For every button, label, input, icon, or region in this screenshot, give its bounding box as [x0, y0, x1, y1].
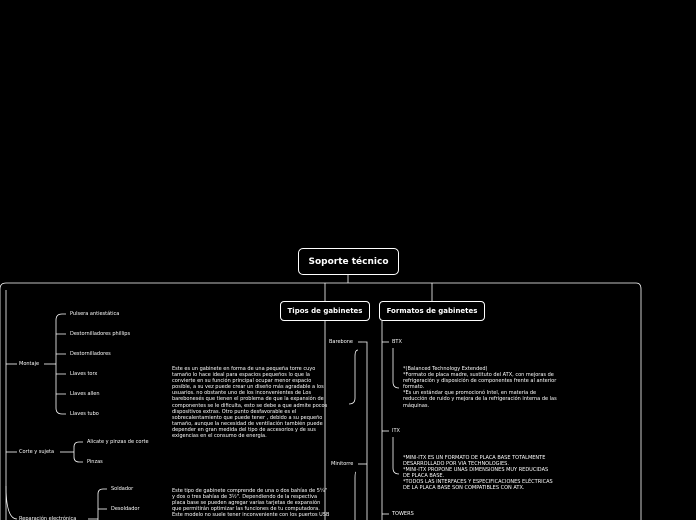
bracket-corte: [74, 442, 83, 462]
subtopic-minitorre[interactable]: Minitorre: [331, 461, 354, 467]
subtopic-itx[interactable]: ITX: [392, 428, 400, 434]
connector-barebone: [362, 342, 367, 520]
connector-reparacion: [6, 486, 17, 519]
main-topic-formatos[interactable]: Formatos de gabinetes: [379, 301, 485, 321]
item-pulsera[interactable]: Pulsera antiestática: [70, 311, 120, 317]
description-barebone: Este es un gabinete en forma de una pequeña torre cuyo tamaño lo hace ideal para espacios pequeños lo que la convierte en su función principal ocupar menor espacio posible, a su vez puede crear un diseño más agradable a los usuarios. no obstante uno de los inconvenientes de Los barebonesés que tienen el problema de que la expansión de componentes se le dificulta, esto se debe a que admite pocos dispositivos extras. Otro punto desfavorable es el sobrecalentamiento que puede tener , debido a su pequeño tamaño, aunque la necesidad de ventilación también puede depender en gran medida del tipo de accesorios y de sus exigencias en el consumo de energía.: [172, 366, 328, 440]
bracket-montaje: [56, 314, 66, 414]
item-llaves-tubo[interactable]: Llaves tubo: [70, 411, 99, 417]
bracket-reparacion: [98, 489, 107, 520]
group-corte[interactable]: Corte y sujeta: [19, 449, 55, 455]
subtopic-btx[interactable]: BTX: [392, 339, 402, 345]
item-llaves-allen[interactable]: Llaves allen: [70, 391, 100, 397]
item-destornilladores-phillips[interactable]: Destornilladores phillips: [70, 331, 131, 337]
item-desoldador[interactable]: Desoldador: [111, 506, 140, 512]
bracket-btx: [393, 348, 399, 388]
item-alicate[interactable]: Alicate y pinzas de corte: [87, 439, 149, 445]
main-topic-tipos[interactable]: Tipos de gabinetes: [280, 301, 370, 321]
central-topic[interactable]: Soporte técnico: [298, 248, 399, 275]
subtopic-towers[interactable]: TOWERS: [392, 511, 414, 517]
description-btx: *(Balanced Technology Extended) *Formato de placa madre, sustituto del ATX, con mejoras de refrigeración y disposición de componentes frente al anterior formato. *Es un estándar que promocionó Intel, en materia de reducción de ruido y mejora de la refrigeración interna de las máquinas.: [403, 366, 557, 409]
description-itx: *MINI-ITX ES UN FORMATO DE PLACA BASE TOTALMENTE DESARROLLADO POR VIA TECHNOLOGIES. *MINI-ITX PROPONE UNAS DIMENSIONES MUY REDUCIDAS DE PLACA BASE. *TODOS LAS INTERFACES Y ESPECIFICACIONES ELÉCTRICAS DE LA PLACA BASE SON COMPATIBLES CON ATX.: [403, 455, 553, 492]
subtopic-barebone[interactable]: Barebone: [329, 339, 353, 345]
item-pinzas[interactable]: Pinzas: [87, 459, 103, 465]
group-montaje[interactable]: Montaje: [19, 361, 40, 367]
bracket-barebone: [349, 350, 358, 404]
group-reparacion[interactable]: Reparación electrónica: [19, 516, 77, 520]
item-llaves-torx[interactable]: Llaves torx: [70, 371, 98, 377]
item-soldador[interactable]: Soldador: [111, 486, 134, 492]
description-minitorre: Este tipo de gabinete comprende de una o dos bahías de 5¼" y dos o tres bahías de 3½". Dependiendo de la respectiva placa base se pueden agregar varias tarjetas de expansión que permitirán optimizar las funciones de tu computadora. Este modelo no suele tener inconveniente con los puertos USB: [172, 488, 330, 519]
bracket-itx: [393, 437, 399, 474]
item-destornilladores[interactable]: Destornilladores: [70, 351, 111, 357]
bracket-minitorre: [355, 472, 356, 520]
